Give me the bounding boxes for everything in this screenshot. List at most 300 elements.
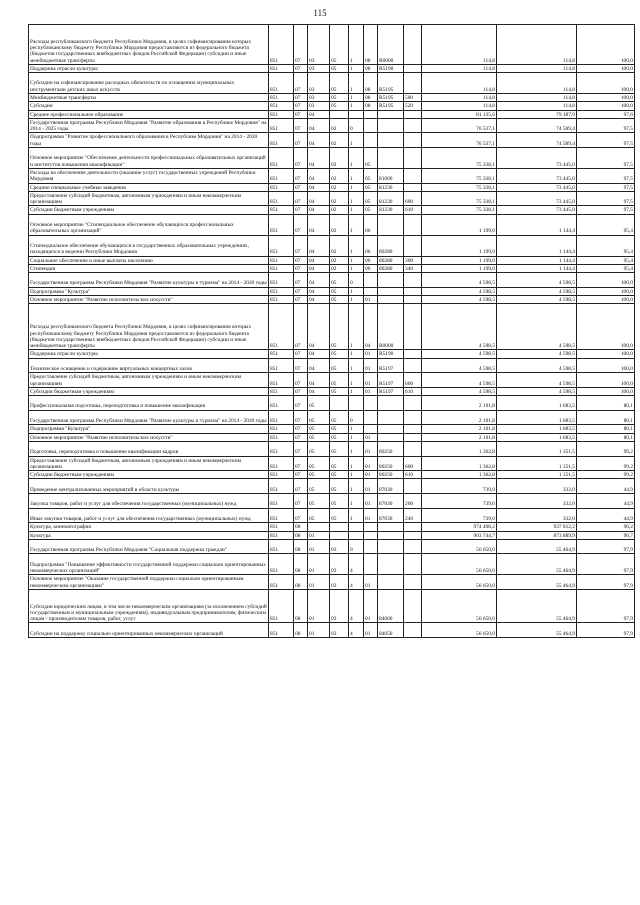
plan-amount-cell: 1 362,8 — [422, 471, 497, 479]
executed-amount-cell: 114,8 — [497, 73, 577, 94]
subsection-cell: 04 — [308, 273, 330, 288]
subprogram-cell: 1 — [349, 191, 364, 206]
executed-amount-cell: 74 589,4 — [497, 118, 577, 133]
measure-cell: 01 — [364, 441, 378, 456]
direction-cell — [378, 287, 404, 295]
section-cell: 07 — [294, 73, 308, 94]
program-cell: 05 — [330, 350, 349, 358]
expense-type-cell — [404, 575, 422, 590]
section-cell: 08 — [294, 575, 308, 590]
table-row — [29, 287, 635, 295]
ved-cell: 851 — [269, 93, 294, 101]
measure-cell: 01 — [364, 456, 378, 471]
subsection-cell: 04 — [308, 256, 330, 264]
executed-amount-cell: 332,0 — [497, 494, 577, 509]
percent-cell: 100,0 — [577, 64, 635, 72]
plan-amount-cell: 2 101,8 — [422, 396, 497, 411]
subsection-cell: 05 — [308, 479, 330, 494]
subsection-cell: 03 — [308, 102, 330, 110]
percent-cell: 100,0 — [577, 350, 635, 358]
executed-amount-cell: 4 598,5 — [497, 296, 577, 304]
table-row — [29, 183, 635, 191]
row-name-cell: Подпрограмма "Культура" — [29, 425, 269, 433]
direction-cell: R5190 — [378, 64, 404, 72]
percent-cell: 100,0 — [577, 93, 635, 101]
subsection-cell: 05 — [308, 396, 330, 411]
plan-amount-cell: 4 598,5 — [422, 373, 497, 388]
direction-cell — [378, 110, 404, 118]
subprogram-cell: 1 — [349, 25, 364, 65]
plan-amount-cell: 4 598,5 — [422, 350, 497, 358]
row-name-cell: Стипендиальное обеспечение обучающихся в государственных образовательных учреждениях, находящихся в ведении Республики Мордовия — [29, 235, 269, 256]
program-cell: 03 — [330, 554, 349, 575]
table-row — [29, 425, 635, 433]
ved-cell: 851 — [269, 523, 294, 531]
subprogram-cell: 1 — [349, 148, 364, 169]
row-name-cell: Среднее профессиональное образование — [29, 110, 269, 118]
program-cell: 05 — [330, 373, 349, 388]
plan-amount-cell: 56 650,0 — [422, 623, 497, 638]
subsection-cell: 04 — [308, 191, 330, 206]
row-name-cell: Предоставление субсидий бюджетным, автономным учреждениям и иным некоммерческим организациям — [29, 191, 269, 206]
subprogram-cell: 1 — [349, 102, 364, 110]
section-cell: 08 — [294, 623, 308, 638]
direction-cell — [378, 396, 404, 411]
percent-cell: 97,9 — [577, 589, 635, 623]
subprogram-cell: 1 — [349, 264, 364, 272]
direction-cell — [378, 148, 404, 169]
expense-type-cell — [404, 623, 422, 638]
plan-amount-cell: 1 362,8 — [422, 456, 497, 471]
subprogram-cell: 1 — [349, 287, 364, 295]
table-row — [29, 73, 635, 94]
section-cell: 07 — [294, 183, 308, 191]
program-cell: 03 — [330, 575, 349, 590]
program-cell: 02 — [330, 191, 349, 206]
table-row — [29, 456, 635, 471]
program-cell: 05 — [330, 25, 349, 65]
expense-type-cell: 240 — [404, 508, 422, 523]
subprogram-cell: 1 — [349, 183, 364, 191]
program-cell: 03 — [330, 539, 349, 554]
section-cell: 07 — [294, 296, 308, 304]
row-name-cell: Основное мероприятие "Развитие исполнительских искусств" — [29, 433, 269, 441]
subprogram-cell: 1 — [349, 168, 364, 183]
subprogram-cell: 1 — [349, 256, 364, 264]
executed-amount-cell: 4 598,5 — [497, 273, 577, 288]
expense-type-cell: 600 — [404, 191, 422, 206]
table-row — [29, 508, 635, 523]
percent-cell: 100,0 — [577, 102, 635, 110]
subsection-cell — [308, 523, 330, 531]
ved-cell: 851 — [269, 441, 294, 456]
row-name-cell: Техническое оснащение и содержание виртуальных концертных залов — [29, 358, 269, 373]
executed-amount-cell: 74 589,4 — [497, 133, 577, 148]
percent-cell: 80,1 — [577, 410, 635, 425]
percent-cell: 100,0 — [577, 373, 635, 388]
expense-type-cell — [404, 25, 422, 65]
ved-cell: 851 — [269, 494, 294, 509]
subsection-cell: 01 — [308, 539, 330, 554]
plan-amount-cell: 114,8 — [422, 93, 497, 101]
executed-amount-cell: 73 445,0 — [497, 183, 577, 191]
measure-cell — [364, 531, 378, 539]
executed-amount-cell: 55 464,9 — [497, 589, 577, 623]
subsection-cell: 04 — [308, 373, 330, 388]
subsection-cell: 04 — [308, 235, 330, 256]
direction-cell — [378, 425, 404, 433]
direction-cell — [378, 554, 404, 575]
percent-cell: 99,2 — [577, 456, 635, 471]
program-cell — [330, 523, 349, 531]
measure-cell: 01 — [364, 471, 378, 479]
row-name-cell: Межбюджетные трансферты — [29, 93, 269, 101]
executed-amount-cell: 73 445,0 — [497, 191, 577, 206]
plan-amount-cell: 76 537,1 — [422, 133, 497, 148]
measure-cell: 01 — [364, 387, 378, 395]
program-cell: 02 — [330, 214, 349, 235]
table-row — [29, 168, 635, 183]
direction-cell: 87030 — [378, 479, 404, 494]
measure-cell — [364, 118, 378, 133]
measure-cell: 08 — [364, 64, 378, 72]
program-cell: 03 — [330, 589, 349, 623]
subprogram-cell: 4 — [349, 589, 364, 623]
row-name-cell: Расходы республиканского бюджета Республики Мордовия, в целях софинансирования которых республиканскому бюджету Республики Мордовия предоставляются из федерального бюджета (бюджетов государственных внебюджетных фондов Российской Федерации) субсидии и иные межбюджетные трансферты — [29, 304, 269, 350]
ved-cell: 851 — [269, 304, 294, 350]
plan-amount-cell: 903 744,7 — [422, 531, 497, 539]
program-cell: 02 — [330, 148, 349, 169]
direction-cell: R5195 — [378, 93, 404, 101]
plan-amount-cell: 739,0 — [422, 508, 497, 523]
plan-amount-cell: 4 598,5 — [422, 287, 497, 295]
subsection-cell: 04 — [308, 387, 330, 395]
subsection-cell: 04 — [308, 304, 330, 350]
percent-cell: 97,5 — [577, 118, 635, 133]
measure-cell: 06 — [364, 235, 378, 256]
expense-type-cell — [404, 148, 422, 169]
section-cell: 08 — [294, 531, 308, 539]
subsection-cell: 05 — [308, 410, 330, 425]
subsection-cell: 03 — [308, 73, 330, 94]
program-cell: 05 — [330, 508, 349, 523]
ved-cell: 851 — [269, 296, 294, 304]
subsection-cell: 04 — [308, 214, 330, 235]
subsection-cell: 04 — [308, 118, 330, 133]
table-row — [29, 373, 635, 388]
percent-cell: 80,1 — [577, 433, 635, 441]
direction-cell: R5197 — [378, 387, 404, 395]
ved-cell: 851 — [269, 256, 294, 264]
ved-cell: 851 — [269, 287, 294, 295]
measure-cell — [364, 133, 378, 148]
measure-cell: 01 — [364, 494, 378, 509]
program-cell: 05 — [330, 456, 349, 471]
expense-type-cell — [404, 554, 422, 575]
executed-amount-cell: 4 598,5 — [497, 387, 577, 395]
plan-amount-cell: 114,8 — [422, 102, 497, 110]
expense-type-cell: 520 — [404, 102, 422, 110]
expense-type-cell — [404, 589, 422, 623]
table-row — [29, 387, 635, 395]
measure-cell: 04 — [364, 304, 378, 350]
percent-cell: 96,7 — [577, 531, 635, 539]
plan-amount-cell: 75 338,1 — [422, 168, 497, 183]
plan-amount-cell: 56 650,0 — [422, 539, 497, 554]
row-name-cell: Подпрограмма "Развитие профессионального образования в Республике Мордовия" на 2014 - 2020 годы — [29, 133, 269, 148]
executed-amount-cell: 1 144,4 — [497, 264, 577, 272]
row-name-cell: Государственная программа Республики Мордовия "Развитие образования в Республике Мордовия" на 2014 - 2025 годы — [30, 119, 267, 133]
percent-cell: 97,5 — [577, 168, 635, 183]
budget-table — [28, 24, 635, 638]
subprogram-cell: 1 — [349, 214, 364, 235]
direction-cell: 80250 — [378, 441, 404, 456]
subprogram-cell: 1 — [349, 508, 364, 523]
subsection-cell: 05 — [308, 425, 330, 433]
direction-cell — [378, 118, 404, 133]
plan-amount-cell: 2 101,8 — [422, 410, 497, 425]
measure-cell — [364, 523, 378, 531]
plan-amount-cell: 4 598,5 — [422, 358, 497, 373]
row-name-cell: Субсидии бюджетным учреждениям — [29, 206, 269, 214]
program-cell: 02 — [330, 183, 349, 191]
direction-cell: 81230 — [378, 206, 404, 214]
direction-cell: 87030 — [378, 508, 404, 523]
measure-cell: 05 — [364, 191, 378, 206]
ved-cell: 851 — [269, 214, 294, 235]
table-row — [29, 523, 635, 531]
plan-amount-cell: 4 598,5 — [422, 296, 497, 304]
expense-type-cell: 600 — [404, 456, 422, 471]
measure-cell: 01 — [364, 479, 378, 494]
expense-type-cell — [404, 273, 422, 288]
executed-amount-cell: 4 598,5 — [497, 304, 577, 350]
section-cell: 07 — [294, 64, 308, 72]
executed-amount-cell: 55 464,9 — [497, 623, 577, 638]
expense-type-cell — [404, 287, 422, 295]
section-cell: 07 — [294, 148, 308, 169]
row-name-cell: Субсидии на поддержку социально ориентированных некоммерческих организаций — [29, 623, 269, 638]
direction-cell — [378, 523, 404, 531]
expense-type-cell — [404, 350, 422, 358]
subprogram-cell — [349, 523, 364, 531]
subsection-cell: 04 — [308, 358, 330, 373]
program-cell: 02 — [330, 118, 349, 133]
row-name-cell: Основное мероприятие "Обеспечение деятельности профессиональных образовательных организаций и институтов повышения квалификации" — [29, 148, 269, 169]
ved-cell: 851 — [269, 358, 294, 373]
percent-cell: 100,0 — [577, 25, 635, 65]
row-name-cell: Основное мероприятие "Развитие исполнительских искусств" — [29, 296, 269, 304]
subprogram-cell: 1 — [349, 433, 364, 441]
program-cell: 05 — [330, 494, 349, 509]
ved-cell: 851 — [269, 410, 294, 425]
program-cell: 05 — [330, 64, 349, 72]
row-name-cell: Стипендии — [29, 264, 269, 272]
direction-cell: 81000 — [378, 168, 404, 183]
subprogram-cell: 4 — [349, 623, 364, 638]
section-cell: 07 — [294, 358, 308, 373]
direction-cell — [378, 214, 404, 235]
subsection-cell: 04 — [308, 296, 330, 304]
executed-amount-cell: 55 464,9 — [497, 575, 577, 590]
plan-amount-cell: 114,8 — [422, 73, 497, 94]
program-cell: 05 — [330, 296, 349, 304]
direction-cell: 84050 — [378, 623, 404, 638]
section-cell: 07 — [294, 287, 308, 295]
ved-cell: 851 — [269, 433, 294, 441]
direction-cell — [378, 575, 404, 590]
program-cell: 02 — [330, 133, 349, 148]
ved-cell: 851 — [269, 110, 294, 118]
subsection-cell: 04 — [308, 264, 330, 272]
measure-cell: 01 — [364, 623, 378, 638]
direction-cell: R5197 — [378, 373, 404, 388]
subsection-cell: 05 — [308, 456, 330, 471]
program-cell: 05 — [330, 102, 349, 110]
expense-type-cell: 600 — [404, 373, 422, 388]
measure-cell: 06 — [364, 264, 378, 272]
plan-amount-cell: 114,8 — [422, 25, 497, 65]
row-name-cell: Иные закупки товаров, работ и услуг для обеспечения государственных (муниципальных) нужд — [29, 508, 269, 523]
subsection-cell: 01 — [308, 575, 330, 590]
executed-amount-cell: 332,0 — [497, 508, 577, 523]
subprogram-cell — [349, 110, 364, 118]
percent-cell: 80,1 — [577, 425, 635, 433]
plan-amount-cell: 75 338,1 — [422, 191, 497, 206]
plan-amount-cell: 75 338,1 — [422, 148, 497, 169]
ved-cell: 851 — [269, 148, 294, 169]
section-cell: 07 — [294, 168, 308, 183]
direction-cell: R5190 — [378, 350, 404, 358]
plan-amount-cell: 81 135,6 — [422, 110, 497, 118]
subsection-cell: 01 — [308, 589, 330, 623]
subprogram-cell: 4 — [349, 554, 364, 575]
percent-cell: 100,0 — [577, 73, 635, 94]
subprogram-cell: 1 — [349, 441, 364, 456]
ved-cell: 851 — [269, 554, 294, 575]
percent-cell: 44,9 — [577, 494, 635, 509]
table-row — [29, 350, 635, 358]
ved-cell: 851 — [269, 531, 294, 539]
measure-cell: 06 — [364, 256, 378, 264]
ved-cell: 851 — [269, 589, 294, 623]
measure-cell — [364, 554, 378, 575]
table-row — [29, 304, 635, 350]
row-name-cell: Закупка товаров, работ и услуг для обеспечения государственных (муниципальных) нужд — [29, 494, 269, 509]
table-row — [29, 396, 635, 411]
plan-amount-cell: 739,0 — [422, 479, 497, 494]
table-row — [29, 358, 635, 373]
expense-type-cell — [404, 183, 422, 191]
percent-cell: 99,2 — [577, 441, 635, 456]
section-cell: 07 — [294, 118, 308, 133]
table-row — [29, 118, 635, 133]
direction-cell: 80250 — [378, 456, 404, 471]
executed-amount-cell: 1 683,5 — [497, 396, 577, 411]
direction-cell: R5197 — [378, 358, 404, 373]
row-name-cell: Субсидии на софинансирование расходных обязательств по оснащению муниципальных инструментами детских школ искусств — [29, 73, 269, 94]
ved-cell: 851 — [269, 168, 294, 183]
ved-cell: 851 — [269, 191, 294, 206]
plan-amount-cell: 2 101,8 — [422, 425, 497, 433]
ved-cell: 851 — [269, 471, 294, 479]
subsection-cell: 03 — [308, 25, 330, 65]
percent-cell: 96,2 — [577, 523, 635, 531]
program-cell: 05 — [330, 471, 349, 479]
direction-cell — [378, 410, 404, 425]
subprogram-cell: 1 — [349, 373, 364, 388]
program-cell: 05 — [330, 287, 349, 295]
program-cell — [330, 531, 349, 539]
percent-cell: 95,4 — [577, 214, 635, 235]
plan-amount-cell: 1 199,0 — [422, 256, 497, 264]
expense-type-cell — [404, 304, 422, 350]
table-row — [29, 206, 635, 214]
row-name-cell: Профессиональная подготовка, переподготовка и повышение квалификации — [29, 396, 269, 411]
percent-cell: 95,4 — [577, 256, 635, 264]
expense-type-cell — [404, 118, 422, 133]
row-name-cell: Подпрограмма "Повышение эффективности государственной поддержки социально ориентированных некоммерческих организаций" — [29, 554, 269, 575]
ved-cell: 851 — [269, 508, 294, 523]
section-cell: 07 — [294, 494, 308, 509]
ved-cell: 851 — [269, 350, 294, 358]
section-cell: 07 — [294, 387, 308, 395]
program-cell: 05 — [330, 358, 349, 373]
row-name-cell: Субсидии юридическим лицам, в том числе некоммерческим организациям (за исключением субсидий государственным и муниципальным учреждениям), индивидуальным предпринимателям, физическим лицам - производителям товаров, работ, услуг — [29, 589, 269, 623]
measure-cell — [364, 273, 378, 288]
percent-cell: 99,2 — [577, 471, 635, 479]
subsection-cell: 04 — [308, 110, 330, 118]
section-cell: 07 — [294, 133, 308, 148]
executed-amount-cell: 1 351,5 — [497, 456, 577, 471]
executed-amount-cell: 79 187,9 — [497, 110, 577, 118]
measure-cell: 01 — [364, 358, 378, 373]
direction-cell — [378, 273, 404, 288]
percent-cell: 97,9 — [577, 554, 635, 575]
program-cell: 02 — [330, 206, 349, 214]
direction-cell: 80280 — [378, 256, 404, 264]
subsection-cell: 04 — [308, 168, 330, 183]
program-cell: 05 — [330, 93, 349, 101]
plan-amount-cell: 4 598,5 — [422, 387, 497, 395]
measure-cell: 01 — [364, 575, 378, 590]
expense-type-cell — [404, 235, 422, 256]
row-name-cell: Государственная программа Республики Мордовия "Развитие культуры и туризма" на 2014 - 2020 годы — [29, 410, 269, 425]
ved-cell: 851 — [269, 118, 294, 133]
plan-amount-cell: 1 362,8 — [422, 441, 497, 456]
direction-cell — [378, 433, 404, 441]
executed-amount-cell: 1 683,5 — [497, 410, 577, 425]
section-cell: 07 — [294, 264, 308, 272]
executed-amount-cell: 55 464,9 — [497, 554, 577, 575]
subprogram-cell: 0 — [349, 410, 364, 425]
direction-cell — [378, 539, 404, 554]
program-cell — [330, 396, 349, 411]
row-name-cell: Подготовка, переподготовка и повышение квалификации кадров — [29, 441, 269, 456]
percent-cell: 95,4 — [577, 235, 635, 256]
subsection-cell: 04 — [308, 350, 330, 358]
subprogram-cell: 1 — [349, 133, 364, 148]
executed-amount-cell: 4 598,5 — [497, 287, 577, 295]
direction-cell: 80280 — [378, 264, 404, 272]
subsection-cell: 05 — [308, 433, 330, 441]
executed-amount-cell: 1 144,4 — [497, 256, 577, 264]
ved-cell: 851 — [269, 373, 294, 388]
expense-type-cell: 500 — [404, 93, 422, 101]
direction-cell: 80250 — [378, 471, 404, 479]
section-cell: 08 — [294, 523, 308, 531]
program-cell: 05 — [330, 425, 349, 433]
